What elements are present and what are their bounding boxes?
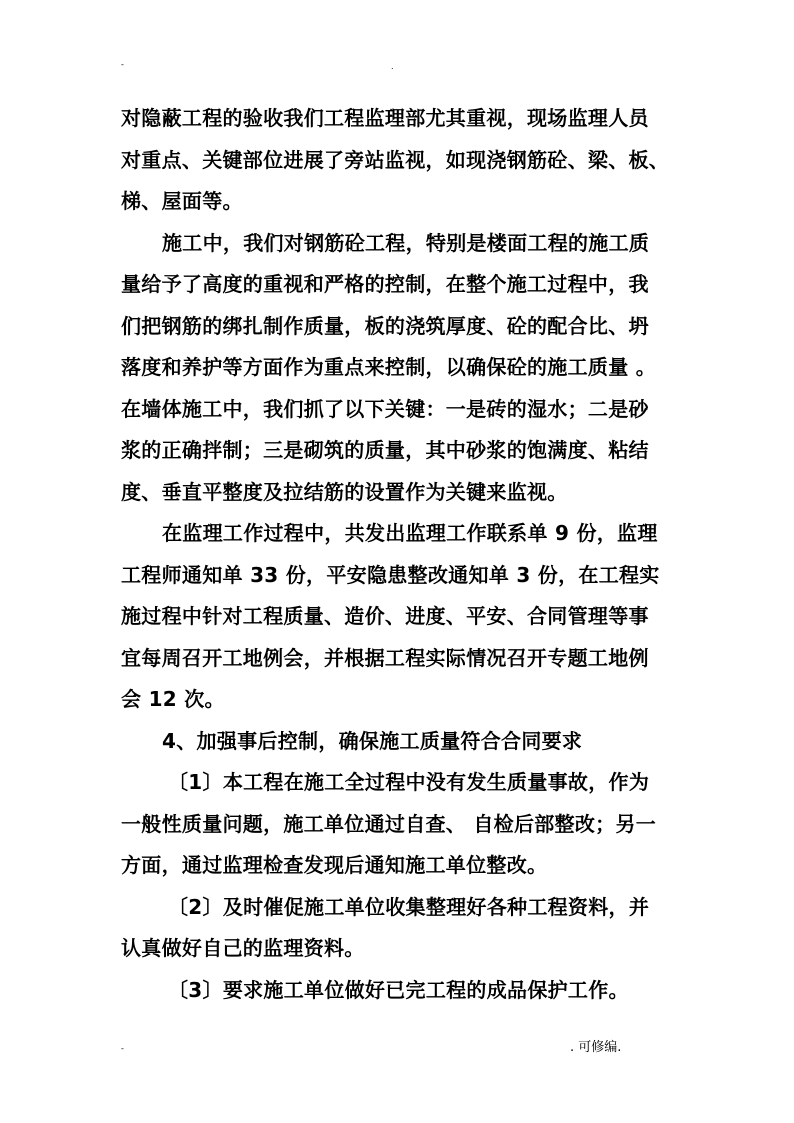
paragraph-3 — [121, 513, 691, 721]
paragraph-2 — [121, 223, 691, 514]
footer-left-mark: - — [121, 1044, 124, 1053]
paragraph-line: 方面，通过监理检查发现后通知施工单位整改。 — [121, 853, 548, 877]
paragraph-line: 施过程中针对工程质量、造价、进度、平安、合同管理等事 — [121, 604, 649, 628]
paragraph-line: 们把钢筋的绑扎制作质量，板的浇筑厚度、砼的配合比、坍 — [121, 313, 649, 338]
paragraph-line: 对重点、关键部位进展了旁站监视，如现浇钢筋砼、梁、板、 — [121, 147, 670, 172]
paragraph-line: 〔2〕及时催促施工单位收集整理好各种工程资料，并 — [168, 894, 650, 919]
paragraph-item-1 — [121, 762, 691, 887]
paragraph-item-3 — [121, 970, 691, 1012]
header-right-mark: . — [391, 62, 394, 71]
paragraph-1 — [121, 98, 691, 223]
paragraph-line: 〔3〕要求施工单位做好已完工程的成品保护工作。 — [168, 977, 629, 1002]
paragraph-line: 浆的正确拌制；三是砌筑的质量，其中砂浆的饱满度、粘结 — [121, 438, 649, 462]
footer-editable-note: . 可修编. — [570, 1040, 622, 1055]
paragraph-line: 施工中，我们对钢筋砼工程，特别是楼面工程的施工质 — [162, 230, 650, 255]
paragraph-line: 一般性质量问题，施工单位通过自查、 自检后部整改；另一 — [121, 811, 657, 836]
paragraph-line: 量给予了高度的重视和严格的控制，在整个施工过程中，我 — [121, 272, 649, 296]
paragraph-line: 落度和养护等方面作为重点来控制，以确保砼的施工质量 。 — [121, 355, 657, 379]
document-body — [121, 98, 691, 1011]
paragraph-line: 会 12 次。 — [121, 687, 225, 711]
paragraph-line: 在监理工作过程中，共发出监理工作联系单 9 份，监理 — [162, 521, 658, 545]
header-left-mark: - — [121, 60, 124, 69]
paragraph-line: 认真做好自己的监理资料。 — [121, 936, 365, 960]
paragraph-item-2 — [121, 887, 691, 970]
paragraph-line: 在墙体施工中，我们抓了以下关键：一是砖的湿水；二是砂 — [121, 396, 649, 421]
paragraph-line: 工程师通知单 33 份，平安隐患整改通知单 3 份，在工程实 — [121, 562, 660, 587]
paragraph-line: 〔1〕本工程在施工全过程中没有发生质量事故，作为 — [168, 770, 650, 794]
paragraph-line: 梯、屋面等。 — [121, 189, 243, 213]
paragraph-line: 对隐蔽工程的验收我们工程监理部尤其重视，现场监理人员 — [121, 106, 649, 130]
section-heading-4 — [121, 721, 691, 763]
paragraph-line: 度、垂直平整度及拉结筋的设置作为关键来监视。 — [121, 479, 568, 504]
paragraph-line: 宜每周召开工地例会，并根据工程实际情况召开专题工地例 — [121, 645, 649, 670]
paragraph-line: 4、加强事后控制，确保施工质量符合合同要求 — [162, 728, 583, 753]
